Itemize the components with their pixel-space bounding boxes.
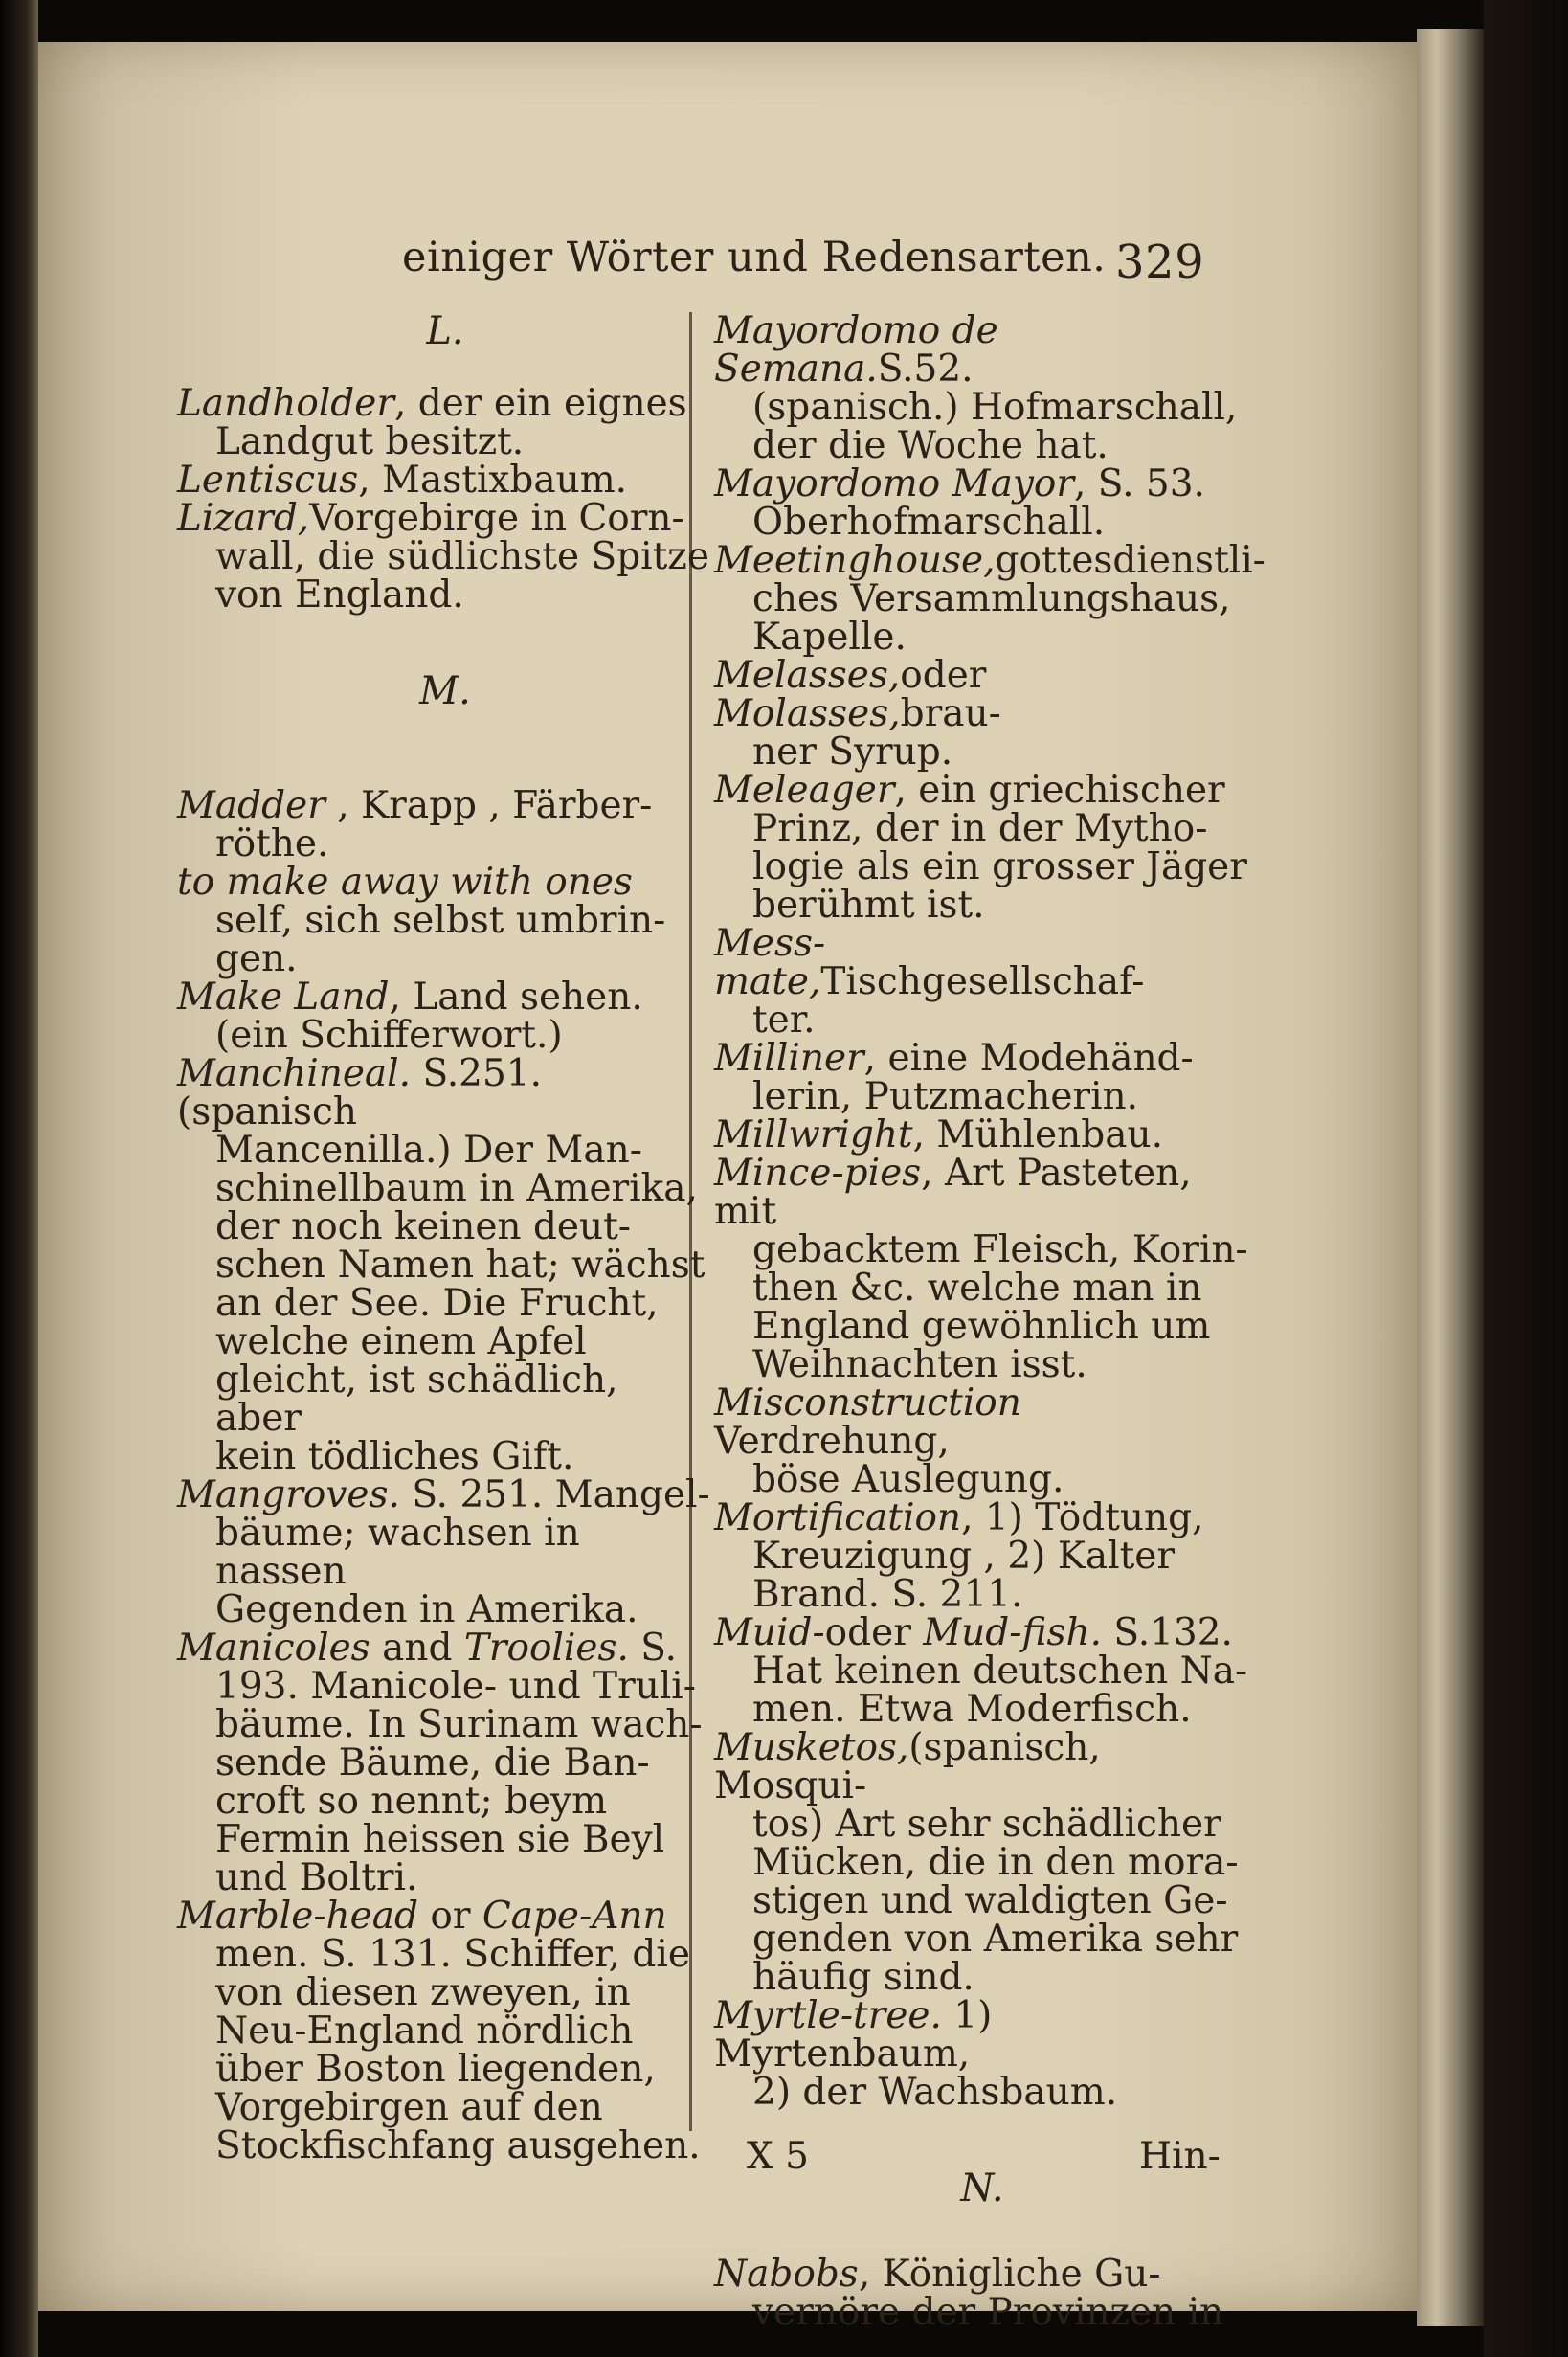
entry-text: or <box>417 1895 482 1938</box>
entry-head: Molasses, <box>714 692 901 735</box>
glossary-entry <box>177 1052 713 1478</box>
entry-head: Musketos, <box>714 1726 909 1769</box>
glossary-entry <box>714 462 1250 544</box>
glossary-entry <box>714 2253 1250 2334</box>
entry-text: , ein griechischer <box>894 769 1225 812</box>
entry-text: gottesdienstli- <box>995 539 1266 582</box>
glossary-entry <box>177 861 713 980</box>
glossary-entry <box>714 769 1250 927</box>
entry-head: Meetinghouse, <box>714 539 996 582</box>
entry-text: 1) Myrtenbaum, <box>714 1994 993 2076</box>
entry-head: Mortification <box>714 1496 962 1539</box>
entry-head: Madder <box>177 784 325 827</box>
glossary-entry <box>714 1496 1250 1616</box>
entry-text: S.132. <box>1102 1611 1233 1654</box>
entry-continuation: ches Versammlungshaus, Kapelle. <box>752 577 1231 659</box>
glossary-entry <box>714 1113 1250 1156</box>
entry-text: , Mühlenbau. <box>912 1113 1163 1156</box>
entry-text: , eine Modehänd- <box>863 1037 1194 1080</box>
entry-text: , der ein eignes <box>394 382 687 425</box>
glossary-entry <box>714 654 1250 774</box>
entry-head: Troolies. <box>463 1627 629 1670</box>
entry-text: , Mastixbaum. <box>358 459 628 502</box>
glossary-entry <box>714 922 1250 1042</box>
book-cover-edge <box>1484 0 1568 2357</box>
glossary-entry <box>714 539 1266 659</box>
entry-head: Landholder <box>177 382 394 425</box>
entry-head: Mayordomo Mayor <box>714 462 1074 505</box>
glossary-entry <box>177 978 713 1055</box>
entry-text: , 1) Tödtung, <box>961 1496 1204 1539</box>
entry-continuation: gebacktem Fleisch, Korin- then &c. welche man in England gewöhnlich um Weihnachten isst. <box>752 1228 1248 1386</box>
glossary-entry <box>177 1629 713 1897</box>
entry-head: Mud-fish. <box>923 1611 1102 1654</box>
glossary-entry <box>177 1897 713 2166</box>
glossary-entry <box>714 1994 1250 2114</box>
glossary-entry <box>714 1152 1250 1386</box>
entry-head: Meleager <box>714 769 895 812</box>
entry-head: Millwright <box>714 1113 913 1156</box>
entry-text: , Königliche Gu- <box>858 2253 1161 2296</box>
running-title: einiger Wörter und Redensarten. <box>402 234 1107 281</box>
entry-text: S. 251. Mangel- <box>399 1473 710 1516</box>
entry-text: (spanisch, Mosqui- <box>714 1726 1101 1807</box>
entry-head: Milliner <box>714 1037 864 1080</box>
entry-continuation: (spanisch.) Hofmarschall, der die Woche hat. <box>752 386 1238 467</box>
signature-mark: X 5 <box>747 2135 809 2178</box>
entry-head: Make Land <box>177 976 390 1019</box>
page-number: 329 <box>1115 236 1205 289</box>
glossary-entry <box>714 1037 1250 1118</box>
entry-continuation: röthe. <box>215 822 329 865</box>
entry-continuation: Prinz, der in der Mytho- logie als ein grosser Jäger berühmt ist. <box>752 807 1247 927</box>
right-column <box>714 309 1266 2334</box>
glossary-entry <box>177 382 713 463</box>
entry-text: , Krapp , Färber- <box>325 784 653 827</box>
entry-continuation: Mancenilla.) Der Man- schinellbaum in Amerika, der noch keinen deut- schen Namen hat; wächst an der See. Die Frucht, welche einem Apfel gleicht, ist schädlich, aber kein tödliches Gift. <box>215 1129 706 1478</box>
entry-continuation: Landgut besitzt. <box>215 420 525 463</box>
entry-continuation: bäume; wachsen in nassen Gegenden in Amerika. <box>215 1512 638 1631</box>
entry-head: Misconstruction <box>714 1381 1021 1425</box>
entry-head: Manchineal. <box>177 1052 412 1095</box>
entry-text: Tischgesellschaf- <box>820 960 1145 1003</box>
entry-head: Mince-pies <box>714 1152 922 1195</box>
page-header <box>354 234 1216 301</box>
entry-continuation: vernöre der Provinzen in <box>752 2291 1224 2334</box>
entry-continuation: lerin, Putzmacherin. <box>752 1075 1139 1118</box>
entry-continuation: self, sich selbst umbrin- gen. <box>215 899 666 980</box>
section-letter-l: L. <box>426 309 464 353</box>
glossary-entry <box>177 497 713 617</box>
entry-text: S. <box>628 1627 677 1670</box>
entry-continuation: men. S. 131. Schiffer, die von diesen zweyen, in Neu-England nördlich über Boston liegenden, Vorgebirgen auf den Stockfischfang ausgehen. <box>215 1933 701 2167</box>
glossary-entry <box>714 1726 1250 1999</box>
glossary-entry <box>177 1473 713 1631</box>
entry-head: Manicoles <box>177 1627 370 1670</box>
entry-continuation: wall, die südlichste Spitze von England. <box>215 535 709 617</box>
entry-text: brau- <box>900 692 1001 735</box>
entry-text: S.251. (spanisch <box>177 1052 543 1134</box>
page-edges <box>1417 29 1484 2326</box>
catchword: Hin- <box>1139 2135 1221 2178</box>
entry-continuation: (ein Schifferwort.) <box>215 1014 563 1057</box>
entry-head: Mess-mate, <box>714 922 826 1003</box>
entry-text: Verdrehung, <box>714 1420 950 1463</box>
entry-head: Lizard, <box>177 497 310 540</box>
entry-text: S.52. <box>877 348 974 391</box>
entry-head: Mayordomo de Semana. <box>714 309 998 391</box>
book-spine <box>0 0 38 2357</box>
entry-head: to make away with ones <box>177 861 633 904</box>
entry-text: oder <box>824 1611 924 1654</box>
entry-continuation: 193. Manicole- und Truli- bäume. In Surinam wach- sende Bäume, die Ban- croft so nennt; beym Fermin heissen sie Beyl und Boltri. <box>215 1665 703 1899</box>
glossary-entry <box>714 309 1250 467</box>
entry-head: Cape-Ann <box>482 1895 667 1938</box>
entry-continuation: ner Syrup. <box>752 730 953 774</box>
entry-text: Vorgebirge in Corn- <box>309 497 684 540</box>
glossary-entry <box>714 1381 1250 1501</box>
entry-text: oder <box>900 654 987 697</box>
entry-head: Lentiscus <box>177 459 359 502</box>
entry-continuation: Oberhofmarschall. <box>752 501 1106 544</box>
page-footer <box>747 2135 1225 2183</box>
section-letter-m: M. <box>419 669 471 713</box>
section-letter-n: N. <box>960 2166 1004 2211</box>
entry-head: Muid- <box>714 1611 825 1654</box>
entry-text: , Art Pasteten, mit <box>714 1152 1192 1233</box>
glossary-entry <box>177 784 713 865</box>
entry-head: Mangroves. <box>177 1473 400 1516</box>
entry-text: , S. 53. <box>1073 462 1205 505</box>
glossary-entry <box>714 1611 1250 1731</box>
entry-head: Melasses, <box>714 654 901 697</box>
entry-continuation: böse Auslegung. <box>752 1458 1064 1501</box>
entry-head: Myrtle-tree. <box>714 1994 942 2037</box>
entry-text: , Land sehen. <box>389 976 643 1019</box>
book-page <box>38 42 1417 2334</box>
entry-head: Marble-head <box>177 1895 418 1938</box>
entry-head: Nabobs <box>714 2253 859 2296</box>
entry-continuation: tos) Art sehr schädlicher Mücken, die in den mora- stigen und waldigten Ge- genden von Amerika sehr häufig sind. <box>752 1803 1239 1999</box>
entry-continuation: ter. <box>752 999 816 1042</box>
entry-continuation: 2) der Wachsbaum. <box>752 2071 1118 2114</box>
glossary-entry <box>177 461 713 500</box>
left-column <box>177 309 713 2167</box>
entry-continuation: Hat keinen deutschen Na- men. Etwa Moderfisch. <box>752 1650 1248 1731</box>
entry-text: and <box>370 1627 464 1670</box>
entry-continuation: Kreuzigung , 2) Kalter Brand. S. 211. <box>752 1535 1176 1616</box>
